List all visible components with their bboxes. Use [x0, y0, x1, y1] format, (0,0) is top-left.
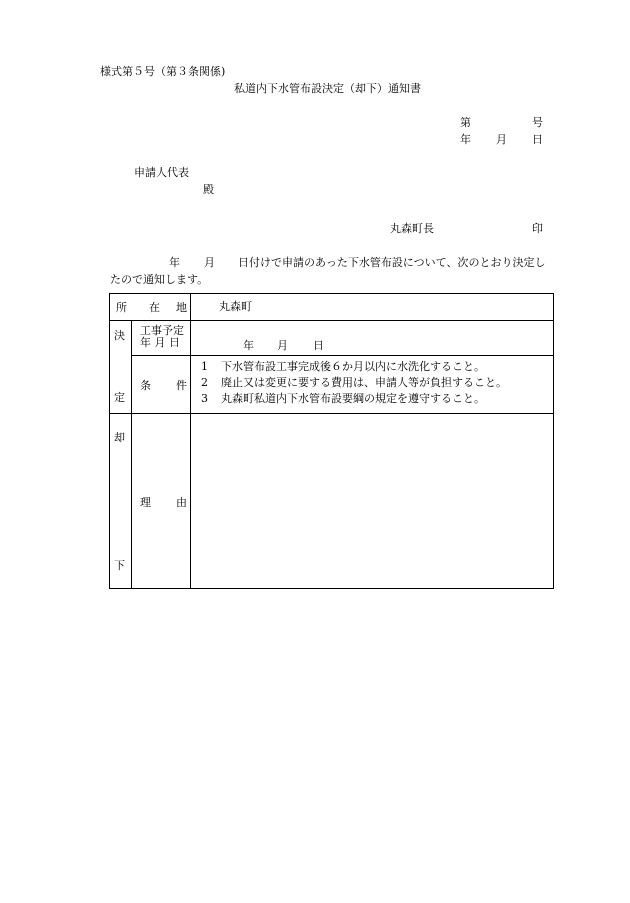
conditions-list — [191, 356, 554, 414]
schedule-row — [110, 321, 554, 356]
doc-number-dai: 第 — [460, 116, 471, 129]
body-month: 月 — [204, 256, 215, 269]
issue-date-year: 年 — [460, 133, 471, 146]
reason-value — [191, 414, 554, 589]
condition-item: 2 廃止又は変更に要する費用は、申請人等が負担すること。 — [201, 376, 507, 389]
location-label: 所 在 地 — [110, 294, 191, 321]
condition-item: 1 下水管布設工事完成後６か月以内に水洗化すること。 — [201, 360, 485, 373]
issue-date-day: 日 — [532, 133, 543, 146]
addressee-honorific: 殿 — [203, 183, 214, 196]
addressee-label: 申請人代表 — [134, 166, 189, 179]
document-title: 私道内下水管布設決定（却下）通知書 — [234, 82, 421, 95]
body-line1: 日付けで申請のあった下水管布設について、次のとおり決定し — [238, 256, 546, 269]
issue-date-month: 月 — [496, 133, 507, 146]
rejection-label — [110, 414, 132, 589]
conditions-label: 条 件 — [132, 356, 191, 414]
schedule-value: 年 月 日 — [191, 321, 554, 356]
notice-table — [109, 293, 554, 589]
decision-char-2: 定 — [114, 391, 125, 404]
issuer-seal: 印 — [532, 222, 543, 235]
doc-number-go: 号 — [532, 116, 543, 129]
body-line2: たので通知します。 — [110, 273, 209, 286]
body-year: 年 — [169, 256, 180, 269]
rejection-row — [110, 414, 554, 589]
rejection-char-2: 下 — [114, 559, 125, 572]
issuer-name: 丸森町長 — [390, 222, 434, 235]
location-value: 丸森町 — [191, 294, 554, 321]
schedule-label: 工事予定 年 月 日 — [132, 321, 191, 356]
conditions-row — [110, 356, 554, 414]
rejection-char-1: 却 — [114, 431, 125, 444]
location-row — [110, 294, 554, 321]
decision-label — [110, 321, 132, 414]
condition-item: 3 丸森町私道内下水管布設要綱の規定を遵守すること。 — [201, 392, 485, 405]
reason-label: 理 由 — [132, 414, 191, 589]
decision-char-1: 決 — [114, 329, 125, 342]
form-number: 様式第５号（第３条関係) — [100, 65, 226, 78]
